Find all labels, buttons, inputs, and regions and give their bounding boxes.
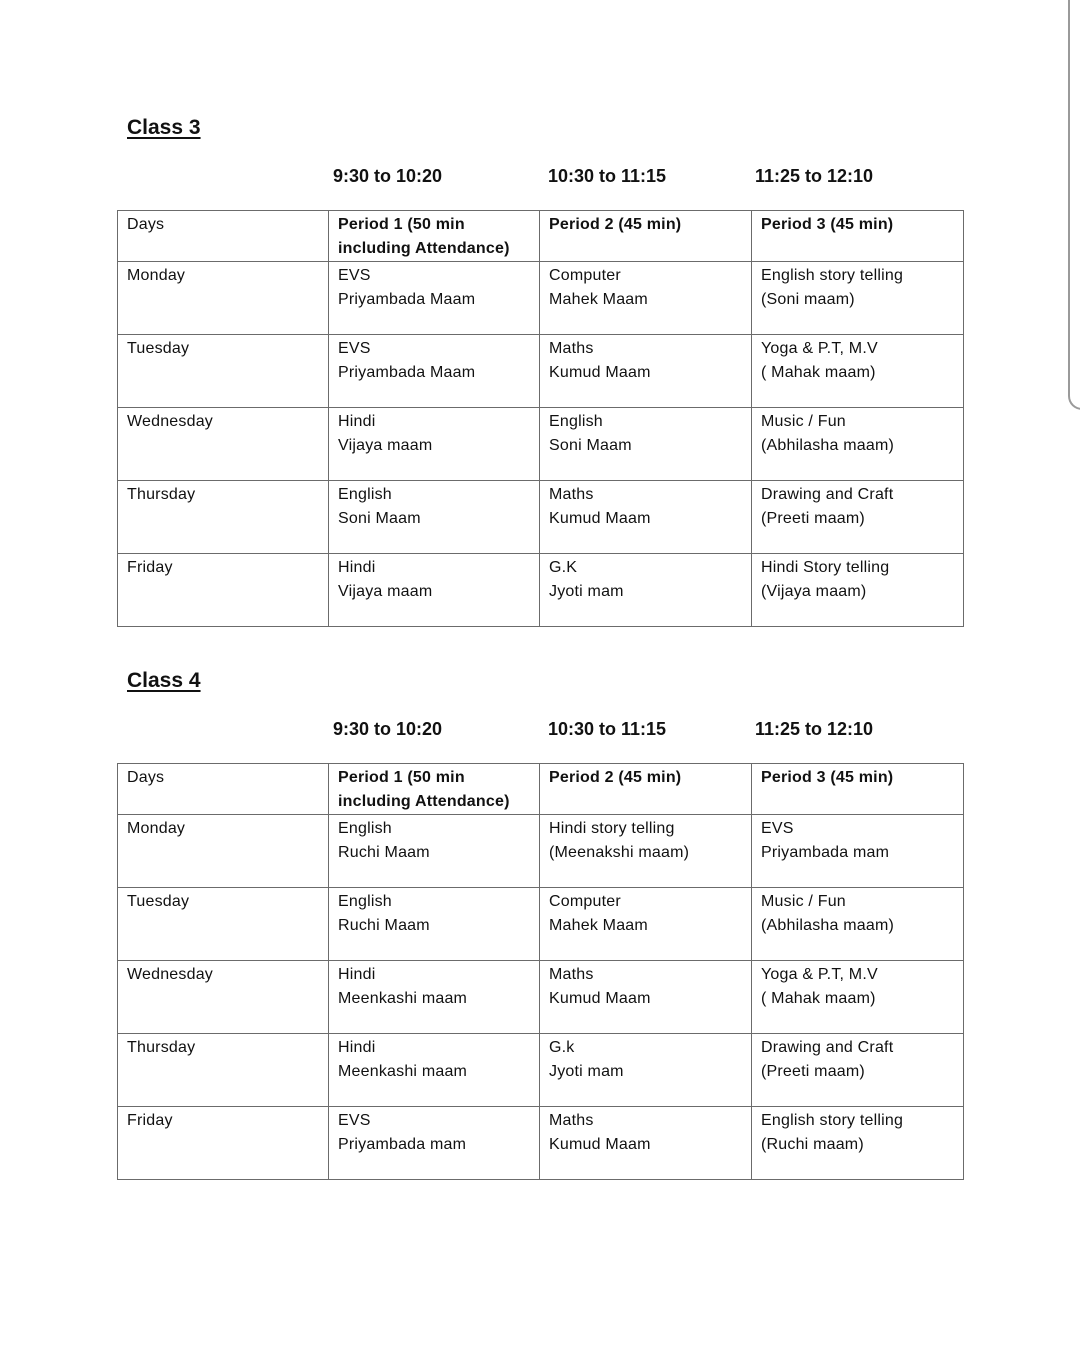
subject: Drawing and Craft xyxy=(761,486,894,503)
table-row xyxy=(118,481,964,554)
table-row xyxy=(118,888,964,961)
subject: Yoga & P.T, M.V xyxy=(761,966,878,983)
subject: Computer xyxy=(549,893,621,910)
day-cell xyxy=(118,1107,329,1180)
period-cell-p2 xyxy=(540,888,752,961)
header-days xyxy=(118,764,329,815)
subject: Yoga & P.T, M.V xyxy=(761,340,878,357)
table-row xyxy=(118,961,964,1034)
subject: Maths xyxy=(549,486,594,503)
subject: Hindi xyxy=(338,559,376,576)
subject: Music / Fun xyxy=(761,893,846,910)
teacher: Meenkashi maam xyxy=(338,1063,468,1080)
teacher: Soni Maam xyxy=(338,510,421,527)
teacher: (Abhilasha maam) xyxy=(761,917,895,934)
period-time-2: 10:30 to 11:15 xyxy=(548,719,667,739)
period-cell-p1 xyxy=(329,262,540,335)
subject: Maths xyxy=(549,340,594,357)
header-period-1 xyxy=(329,764,540,815)
class-title: Class 3 xyxy=(127,116,201,139)
subject: Hindi xyxy=(338,413,376,430)
teacher: Priyambada mam xyxy=(761,844,890,861)
period-cell-p1 xyxy=(329,1034,540,1107)
day-label: Thursday xyxy=(127,486,196,503)
table-header-row xyxy=(118,764,964,815)
teacher: Jyoti mam xyxy=(549,1063,624,1080)
period-cell-p3 xyxy=(752,815,964,888)
subject: English xyxy=(549,413,603,430)
header-period-3 xyxy=(752,764,964,815)
day-cell xyxy=(118,335,329,408)
period-cell-p2 xyxy=(540,815,752,888)
period-cell-p1 xyxy=(329,408,540,481)
period-cell-p3 xyxy=(752,888,964,961)
teacher: Kumud Maam xyxy=(549,990,651,1007)
subject: EVS xyxy=(338,267,371,284)
period-cell-p1 xyxy=(329,1107,540,1180)
table-header-row xyxy=(118,211,964,262)
period-time-3: 11:25 to 12:10 xyxy=(755,719,874,739)
day-label: Friday xyxy=(127,559,173,576)
header-period-3-label: Period 3 (45 min) xyxy=(761,216,894,233)
timetable xyxy=(117,210,964,627)
subject: Maths xyxy=(549,1112,594,1129)
page-scroll-edge xyxy=(1068,0,1080,410)
header-period-1-line1: Period 1 (50 min xyxy=(338,216,465,233)
table-row xyxy=(118,335,964,408)
day-label: Thursday xyxy=(127,1039,196,1056)
teacher: Vijaya maam xyxy=(338,583,433,600)
subject: Hindi xyxy=(338,966,376,983)
teacher: Soni Maam xyxy=(549,437,632,454)
period-cell-p2 xyxy=(540,1107,752,1180)
period-time-1: 9:30 to 10:20 xyxy=(333,166,443,186)
period-cell-p1 xyxy=(329,815,540,888)
subject: English xyxy=(338,893,392,910)
period-cell-p2 xyxy=(540,481,752,554)
timetable xyxy=(117,763,964,1180)
teacher: Kumud Maam xyxy=(549,364,651,381)
teacher: (Vijaya maam) xyxy=(761,583,867,600)
subject: English story telling xyxy=(761,1112,904,1129)
subject: Maths xyxy=(549,966,594,983)
teacher: Mahek Maam xyxy=(549,917,648,934)
day-cell xyxy=(118,481,329,554)
period-cell-p2 xyxy=(540,961,752,1034)
teacher: (Soni maam) xyxy=(761,291,855,308)
teacher: Kumud Maam xyxy=(549,510,651,527)
subject: Music / Fun xyxy=(761,413,846,430)
day-label: Tuesday xyxy=(127,340,190,357)
period-times xyxy=(117,719,963,743)
period-cell-p3 xyxy=(752,481,964,554)
teacher: (Ruchi maam) xyxy=(761,1136,864,1153)
period-cell-p1 xyxy=(329,554,540,627)
subject: EVS xyxy=(338,1112,371,1129)
period-time-2: 10:30 to 11:15 xyxy=(548,166,667,186)
day-cell xyxy=(118,815,329,888)
period-cell-p2 xyxy=(540,262,752,335)
period-cell-p2 xyxy=(540,1034,752,1107)
header-period-1-line1: Period 1 (50 min xyxy=(338,769,465,786)
period-cell-p1 xyxy=(329,335,540,408)
subject: Drawing and Craft xyxy=(761,1039,894,1056)
table-row xyxy=(118,408,964,481)
teacher: Mahek Maam xyxy=(549,291,648,308)
subject: English story telling xyxy=(761,267,904,284)
period-cell-p1 xyxy=(329,888,540,961)
table-row xyxy=(118,1107,964,1180)
day-label: Tuesday xyxy=(127,893,190,910)
subject: Hindi xyxy=(338,1039,376,1056)
teacher: Meenkashi maam xyxy=(338,990,468,1007)
subject: English xyxy=(338,820,392,837)
class-title: Class 4 xyxy=(127,669,201,692)
header-period-1 xyxy=(329,211,540,262)
teacher: Ruchi Maam xyxy=(338,917,430,934)
teacher: (Abhilasha maam) xyxy=(761,437,895,454)
subject: Computer xyxy=(549,267,621,284)
header-period-3-label: Period 3 (45 min) xyxy=(761,769,894,786)
header-period-2 xyxy=(540,764,752,815)
header-period-2 xyxy=(540,211,752,262)
period-cell-p3 xyxy=(752,1034,964,1107)
teacher: (Meenakshi maam) xyxy=(549,844,690,861)
day-label: Wednesday xyxy=(127,966,214,983)
period-times xyxy=(117,166,963,190)
teacher: Priyambada Maam xyxy=(338,364,476,381)
period-time-1: 9:30 to 10:20 xyxy=(333,719,443,739)
header-days-label: Days xyxy=(127,769,165,786)
period-cell-p2 xyxy=(540,408,752,481)
teacher: (Preeti maam) xyxy=(761,1063,865,1080)
period-cell-p3 xyxy=(752,554,964,627)
day-label: Friday xyxy=(127,1112,173,1129)
header-period-1-line2: including Attendance) xyxy=(338,240,510,257)
teacher: Ruchi Maam xyxy=(338,844,430,861)
period-cell-p1 xyxy=(329,961,540,1034)
day-label: Wednesday xyxy=(127,413,214,430)
teacher: (Preeti maam) xyxy=(761,510,865,527)
period-cell-p3 xyxy=(752,335,964,408)
period-cell-p3 xyxy=(752,408,964,481)
subject: Hindi story telling xyxy=(549,820,675,837)
header-period-2-label: Period 2 (45 min) xyxy=(549,216,682,233)
header-period-1-line2: including Attendance) xyxy=(338,793,510,810)
day-cell xyxy=(118,408,329,481)
day-cell xyxy=(118,554,329,627)
header-period-2-label: Period 2 (45 min) xyxy=(549,769,682,786)
subject: Hindi Story telling xyxy=(761,559,890,576)
day-cell xyxy=(118,961,329,1034)
teacher: Vijaya maam xyxy=(338,437,433,454)
teacher: Kumud Maam xyxy=(549,1136,651,1153)
header-days xyxy=(118,211,329,262)
day-cell xyxy=(118,262,329,335)
subject: English xyxy=(338,486,392,503)
period-cell-p2 xyxy=(540,554,752,627)
table-row xyxy=(118,1034,964,1107)
teacher: Jyoti mam xyxy=(549,583,624,600)
day-cell xyxy=(118,888,329,961)
teacher: ( Mahak maam) xyxy=(761,364,876,381)
teacher: Priyambada mam xyxy=(338,1136,467,1153)
period-cell-p3 xyxy=(752,961,964,1034)
period-cell-p2 xyxy=(540,335,752,408)
subject: G.K xyxy=(549,559,578,576)
period-cell-p1 xyxy=(329,481,540,554)
day-label: Monday xyxy=(127,820,186,837)
subject: EVS xyxy=(761,820,794,837)
table-row xyxy=(118,554,964,627)
day-label: Monday xyxy=(127,267,186,284)
table-row xyxy=(118,815,964,888)
period-cell-p3 xyxy=(752,262,964,335)
period-time-3: 11:25 to 12:10 xyxy=(755,166,874,186)
header-period-3 xyxy=(752,211,964,262)
subject: G.k xyxy=(549,1039,575,1056)
teacher: ( Mahak maam) xyxy=(761,990,876,1007)
teacher: Priyambada Maam xyxy=(338,291,476,308)
subject: EVS xyxy=(338,340,371,357)
table-row xyxy=(118,262,964,335)
header-days-label: Days xyxy=(127,216,165,233)
day-cell xyxy=(118,1034,329,1107)
period-cell-p3 xyxy=(752,1107,964,1180)
